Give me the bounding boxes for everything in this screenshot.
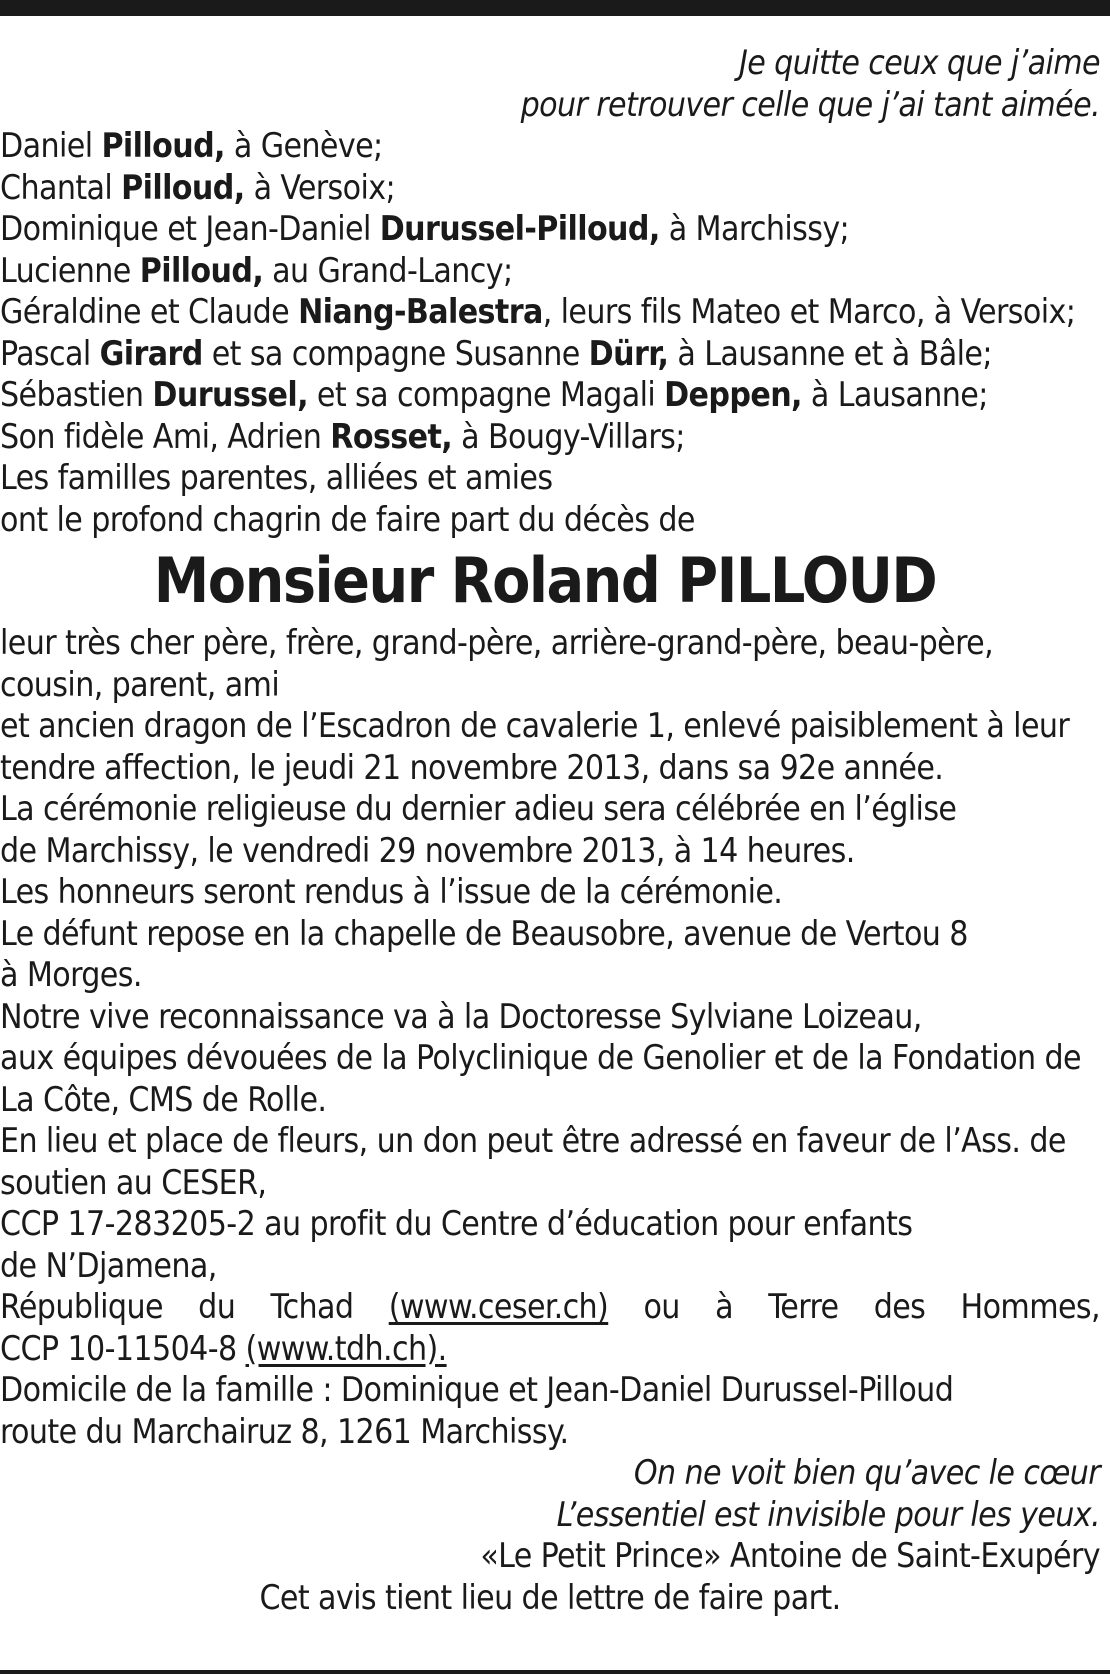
family-list xyxy=(0,125,1100,457)
body-line: cousin, parent, ami xyxy=(0,664,280,704)
body-line: leur très cher père, frère, grand-père, arrière-grand-père, beau-père, xyxy=(0,623,994,662)
closing-line: Cet avis tient lieu de lettre de faire part. xyxy=(259,1577,841,1617)
body-line: de Marchissy, le vendredi 29 novembre 2013, à 14 heures. xyxy=(0,830,855,870)
republique-line: République du Tchad (www.ceser.ch) ou à Terre des Hommes, xyxy=(0,1287,1100,1326)
tdh-link[interactable]: (www.tdh.ch). xyxy=(245,1328,447,1368)
notice-body xyxy=(0,622,1100,1452)
intro-line: Les familles parentes, alliées et amies xyxy=(0,458,553,497)
body-line: soutien au CESER, xyxy=(0,1162,267,1202)
body-line: CCP 17-283205-2 au profit du Centre d’éducation pour enfants xyxy=(0,1204,913,1243)
body-line: La Côte, CMS de Rolle. xyxy=(0,1079,327,1119)
family-line: Lucienne Pilloud, au Grand-Lancy; xyxy=(0,250,513,290)
body-line: et ancien dragon de l’Escadron de cavalerie 1, enlevé paisiblement à leur xyxy=(0,706,1070,745)
family-line: Géraldine et Claude Niang-Balestra, leurs fils Mateo et Marco, à Versoix; xyxy=(0,292,1076,331)
domicile-line: Domicile de la famille : Dominique et Jean-Daniel Durussel-Pilloud xyxy=(0,1370,954,1409)
body-line: aux équipes dévouées de la Polyclinique de Genolier et de la Fondation de xyxy=(0,1038,1082,1077)
body-line: à Morges. xyxy=(0,955,142,994)
ceser-link[interactable]: (www.ceser.ch) xyxy=(388,1287,609,1326)
body-line: de N’Djamena, xyxy=(0,1245,217,1285)
domicile-line: route du Marchairuz 8, 1261 Marchissy. xyxy=(0,1411,569,1451)
ccp-line: CCP 10-11504-8 (www.tdh.ch). xyxy=(0,1328,447,1368)
family-line: Sébastien Durussel, et sa compagne Magali Deppen, à Lausanne; xyxy=(0,375,988,414)
family-line: Chantal Pilloud, à Versoix; xyxy=(0,167,396,207)
deceased-name: Monsieur Roland PILLOUD xyxy=(153,544,937,617)
top-rule xyxy=(0,0,1110,16)
family-line: Son fidèle Ami, Adrien Rosset, à Bougy-Villars; xyxy=(0,416,685,456)
body-line: Notre vive reconnaissance va à la Doctoresse Sylviane Loizeau, xyxy=(0,996,922,1036)
body-line: Le défunt repose en la chapelle de Beausobre, avenue de Vertou 8 xyxy=(0,913,968,953)
intro-line: ont le profond chagrin de faire part du décès de xyxy=(0,499,695,539)
epigraph-line: pour retrouver celle que j’ai tant aimée. xyxy=(520,84,1100,124)
body-line: Les honneurs seront rendus à l’issue de la cérémonie. xyxy=(0,872,783,911)
quote-line: L’essentiel est invisible pour les yeux. xyxy=(556,1494,1100,1534)
body-line: tendre affection, le jeudi 21 novembre 2013, dans sa 92e année. xyxy=(0,747,944,787)
quote-source: «Le Petit Prince» Antoine de Saint-Exupéry xyxy=(480,1536,1100,1575)
family-line: Daniel Pilloud, à Genève; xyxy=(0,126,383,165)
body-line: La cérémonie religieuse du dernier adieu sera célébrée en l’église xyxy=(0,789,957,828)
body-line: En lieu et place de fleurs, un don peut être adressé en faveur de l’Ass. de xyxy=(0,1121,1066,1160)
family-line: Pascal Girard et sa compagne Susanne Dürr, à Lausanne et à Bâle; xyxy=(0,333,992,373)
family-line: Dominique et Jean-Daniel Durussel-Pilloud, à Marchissy; xyxy=(0,209,850,248)
quote-line: On ne voit bien qu’avec le cœur xyxy=(633,1453,1100,1492)
epigraph-line: Je quitte ceux que j’aime xyxy=(738,43,1100,82)
obituary-notice xyxy=(0,42,1100,1618)
bottom-rule xyxy=(0,1670,1110,1674)
